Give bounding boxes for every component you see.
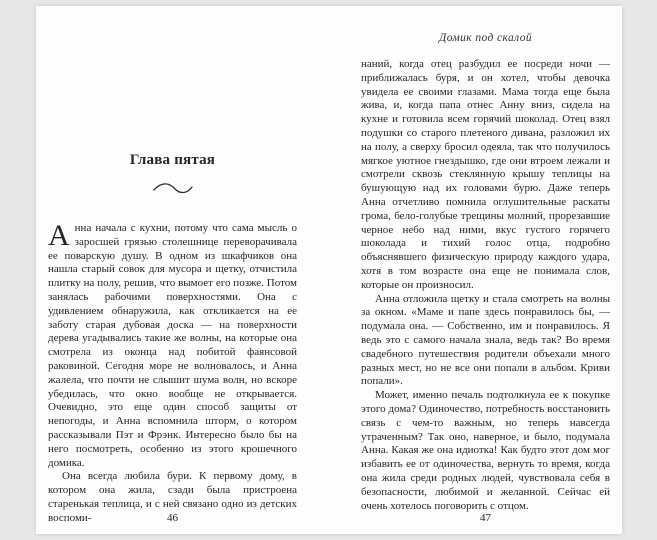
paragraph: Она всегда любила бури. К первому дому, в котором она жила, сзади была пристроена старенькая теплица, и с ней связано одно из детских воспоми- — [48, 470, 297, 524]
chapter-title: Глава пятая — [129, 152, 216, 168]
chapter-head — [48, 152, 297, 196]
running-title: Домик под скалой — [438, 32, 532, 44]
page-number: 46 — [167, 512, 178, 524]
paragraph: наний, когда отец разбудил ее посреди ночи — приближалась буря, и он хотел, чтобы девочка увидела ее своими глазами. Мама тогда еще была жива, и, когда папа отнес Анну вниз, сидела на кухне и готовила всем горячий шоколад. Отец взял подушки со старого плетеного дивана, разложил их на полу, а сверху бросил одеяла, так что получилось мягкое уютное гнездышко, где они втроем лежали и смотрели сквозь стеклянную крышу теплицы на бушующую над их головами бурю. Даже теперь Анна отчетливо помнила оглушительные раскаты грома, бело-голубые трещины молний, прорезавшие черное небо над ними, вкус густого горячего шоколада и тихий голос отца, подробно объяснявшего физическую природу каждого удара, хотя в том возрасте она еще не понимала слов, которые он произносил. — [361, 58, 610, 291]
drop-cap: А — [48, 219, 70, 252]
book-spread — [36, 6, 622, 534]
paragraph: Анна отложила щетку и стала смотреть на волны за окном. «Маме и папе здесь понравилось бы, — подумала она. — Собственно, им и понравилось. Я ведь это с самого начала знала, ведь так? Во время свадебного путешествия родители объехали много разных мест, но не все они попали в альбом. Криви попали». — [361, 292, 610, 388]
body-text — [361, 58, 610, 513]
paragraph-text: нна начала с кухни, потому что сама мысль о заросшей грязью столешнице переворачивала ее поварскую душу. В одном из шкафчиков она нашла старый совок для мусора и щетку, отчистила плитку на полу, решив, что вымоет его позже. Потом занялась рабочими поверхностями. Она с удивлением обнаружила, как откликается на ее заботу старая дубовая доска — на поверхности дерева угадывались такие же волны, на которые она смотрела из оконца над побитой фаянсовой раковиной. Сегодня море не волновалось, и Анна жалела, что почти не слышит шума волн, но вскоре убедилась, что окно вообще не открывается. Очевидно, это еще один способ защиты от непогоды, и Анна вспомнила шторм, о котором рассказывали Пэт и Фрэнк. Интересно было бы на него посмотреть, особенно из этого крошечного домика. — [48, 222, 297, 469]
body-text — [48, 219, 297, 526]
right-page — [329, 6, 622, 534]
page-number: 47 — [480, 512, 491, 524]
left-page — [36, 6, 329, 534]
paragraph — [48, 219, 297, 470]
chapter-ornament-icon — [48, 182, 297, 196]
paragraph: Может, именно печаль подтолкнула ее к покупке этого дома? Одиночество, потребность восстановить связь с чем-то важным, но теперь навсегда утраченным? Так оно, наверное, и было, подумала Анна. Какая же она идиотка! Как будто этот дом мог избавить ее от одиночества, вернуть то время, когда она жила среди родных людей, чувствовала себя в безопасности, любимой и желанной. Сейчас ей очень хотелось поговорить с отцом. — [361, 389, 610, 512]
